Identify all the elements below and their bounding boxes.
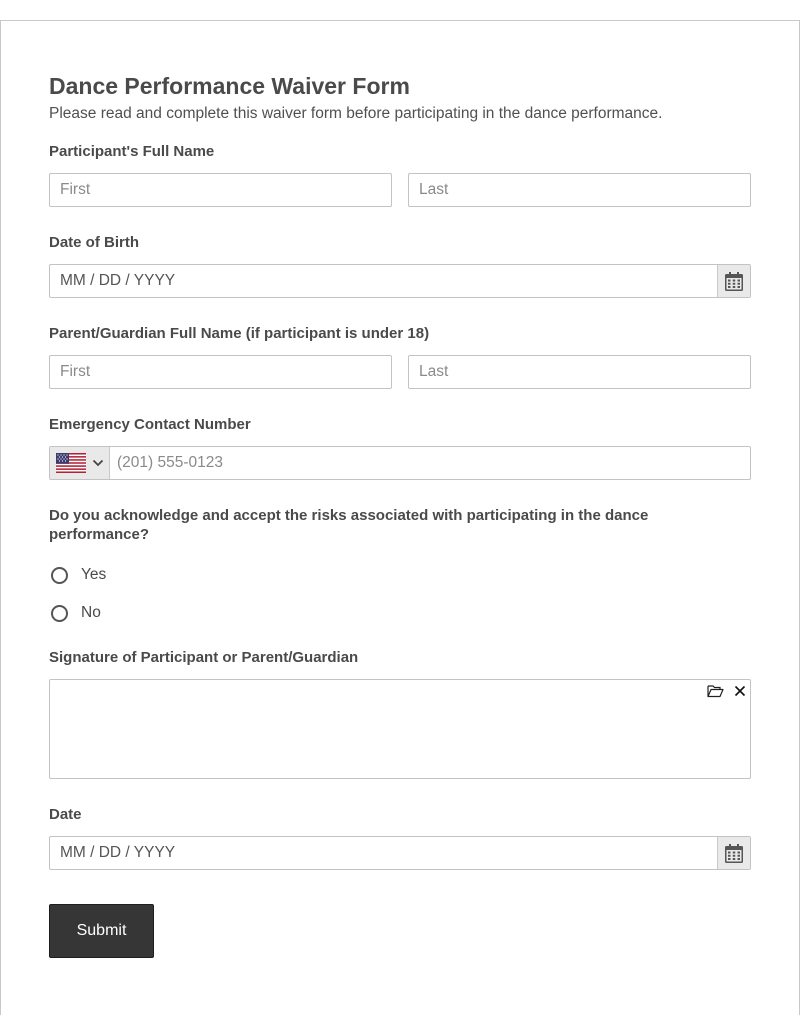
- risk-acknowledgement-label: Do you acknowledge and accept the risks associated with participating in the dance performance?: [49, 507, 649, 543]
- guardian-last-name-input[interactable]: [419, 356, 750, 388]
- date-of-birth-label: Date of Birth: [49, 234, 139, 251]
- guardian-name-label: Parent/Guardian Full Name (if participant is under 18): [49, 325, 430, 342]
- guardian-first-name-input[interactable]: [60, 356, 391, 388]
- risk-option-no[interactable]: [49, 602, 101, 624]
- signature-label: Signature of Participant or Parent/Guardian: [49, 649, 359, 666]
- radio-label-yes: Yes: [81, 566, 107, 583]
- radio-label-no: No: [81, 604, 101, 621]
- participant-first-name-input[interactable]: [60, 174, 391, 206]
- participant-first-name-field[interactable]: [49, 173, 392, 207]
- guardian-last-name-field[interactable]: [408, 355, 751, 389]
- emergency-contact-label: Emergency Contact Number: [49, 416, 251, 433]
- participant-last-name-input[interactable]: [419, 174, 750, 206]
- participant-last-name-field[interactable]: [408, 173, 751, 207]
- risk-option-yes[interactable]: [49, 564, 106, 586]
- date-field[interactable]: [49, 836, 751, 870]
- date-calendar-button[interactable]: [717, 837, 750, 869]
- emergency-contact-input[interactable]: [110, 447, 750, 479]
- radio-button-yes[interactable]: [51, 567, 68, 584]
- date-placeholder: MM / DD / YYYY: [60, 844, 176, 861]
- guardian-first-name-field[interactable]: [49, 355, 392, 389]
- calendar-icon: [724, 843, 744, 864]
- participant-name-label: Participant's Full Name: [49, 143, 215, 160]
- submit-button[interactable]: Submit: [49, 904, 154, 958]
- form-title: Dance Performance Waiver Form: [49, 73, 410, 99]
- date-label: Date: [49, 806, 82, 823]
- us-flag-icon: [56, 453, 86, 473]
- signature-pad[interactable]: [49, 679, 751, 779]
- date-of-birth-field[interactable]: [49, 264, 751, 298]
- radio-button-no[interactable]: [51, 605, 68, 622]
- form-description: Please read and complete this waiver form before participating in the dance performance.: [49, 105, 663, 122]
- date-of-birth-placeholder: MM / DD / YYYY: [60, 272, 176, 289]
- open-folder-icon[interactable]: [707, 684, 724, 698]
- emergency-contact-field[interactable]: [49, 446, 751, 480]
- country-code-select[interactable]: [50, 447, 110, 479]
- close-icon[interactable]: [734, 685, 746, 697]
- calendar-icon: [724, 271, 744, 292]
- chevron-down-icon: [92, 459, 104, 467]
- date-of-birth-calendar-button[interactable]: [717, 265, 750, 297]
